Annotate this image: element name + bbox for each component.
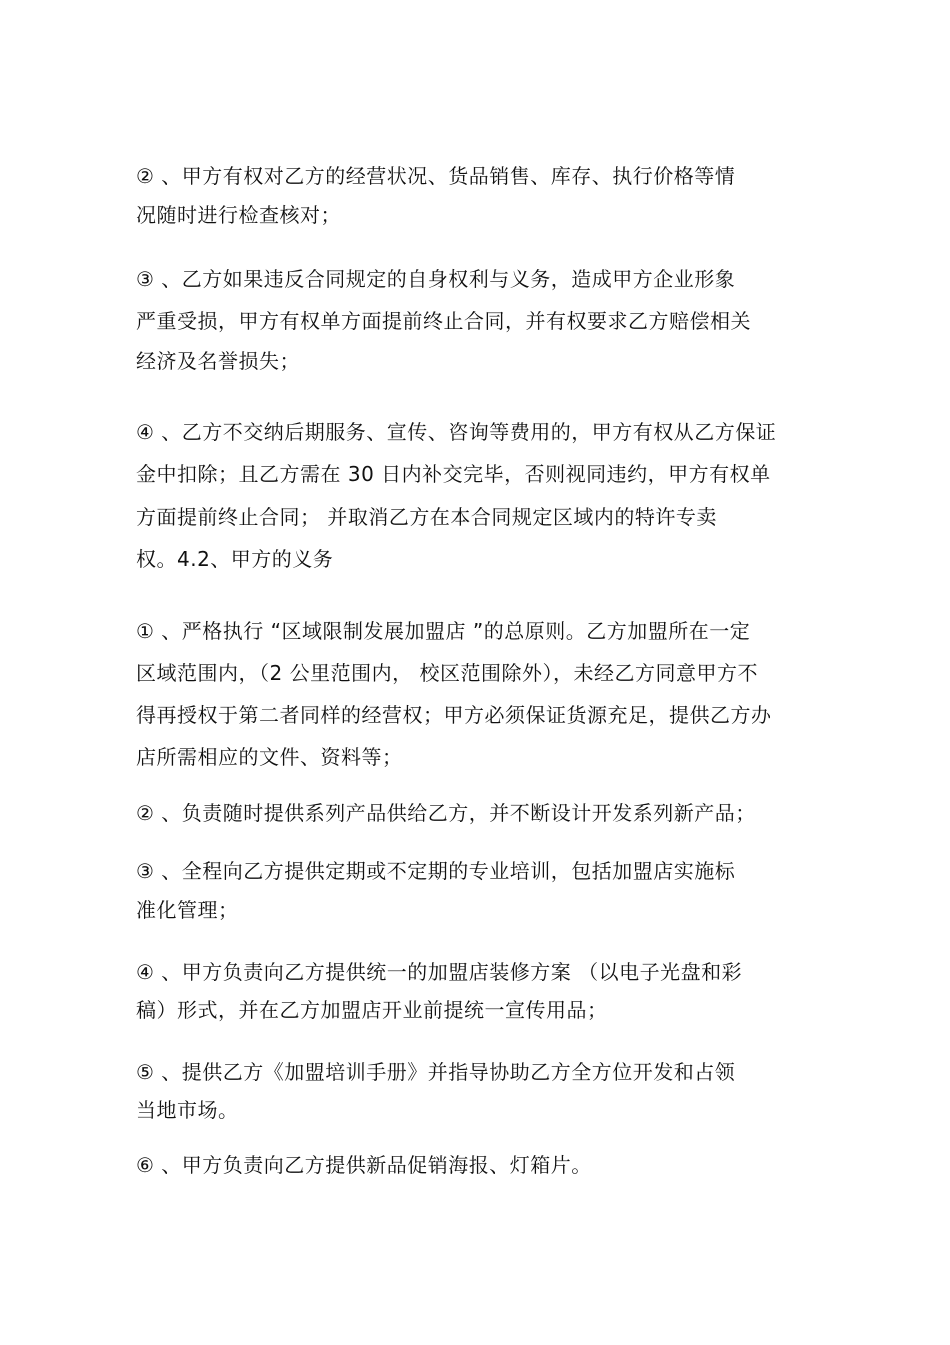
paragraph-line: ④ 、乙方不交纳后期服务、宣传、咨询等费用的，甲方有权从乙方保证 xyxy=(136,420,777,444)
paragraph-line: ① 、严格执行 “区域限制发展加盟店 ”的总原则。乙方加盟所在一定 xyxy=(136,619,751,643)
paragraph-line: 准化管理； xyxy=(136,898,239,922)
paragraph-line: 况随时进行检查核对； xyxy=(136,203,341,227)
paragraph-line: 稿）形式，并在乙方加盟店开业前提统一宣传用品； xyxy=(136,998,608,1022)
paragraph-line: ③ 、乙方如果违反合同规定的自身权利与义务，造成甲方企业形象 xyxy=(136,267,736,291)
paragraph-line: 得再授权于第二者同样的经营权；甲方必须保证货源充足，提供乙方办 xyxy=(136,703,772,727)
paragraph-line: 店所需相应的文件、资料等； xyxy=(136,745,403,769)
paragraph-line: 金中扣除；且乙方需在 30 日内补交完毕，否则视同违约，甲方有权单 xyxy=(136,462,771,486)
paragraph-line: ⑥ 、甲方负责向乙方提供新品促销海报、灯箱片。 xyxy=(136,1153,592,1177)
paragraph-line: 方面提前终止合同； 并取消乙方在本合同规定区域内的特许专卖 xyxy=(136,505,717,529)
paragraph-line: ② 、甲方有权对乙方的经营状况、货品销售、库存、执行价格等情 xyxy=(136,164,736,188)
paragraph-line: 区域范围内，（2 公里范围内， 校区范围除外），未经乙方同意甲方不 xyxy=(136,661,758,685)
paragraph-line: 经济及名誉损失； xyxy=(136,349,300,373)
paragraph-line: ② 、负责随时提供系列产品供给乙方，并不断设计开发系列新产品； xyxy=(136,801,756,825)
paragraph-line: 当地市场。 xyxy=(136,1098,239,1122)
paragraph-line: ③ 、全程向乙方提供定期或不定期的专业培训，包括加盟店实施标 xyxy=(136,859,736,883)
paragraph-line: ⑤ 、提供乙方《加盟培训手册》并指导协助乙方全方位开发和占领 xyxy=(136,1060,736,1084)
paragraph-line: 严重受损，甲方有权单方面提前终止合同，并有权要求乙方赔偿相关 xyxy=(136,309,751,333)
paragraph-line: 权。4.2、甲方的义务 xyxy=(136,547,334,571)
paragraph-line: ④ 、甲方负责向乙方提供统一的加盟店装修方案 （以电子光盘和彩 xyxy=(136,960,743,984)
